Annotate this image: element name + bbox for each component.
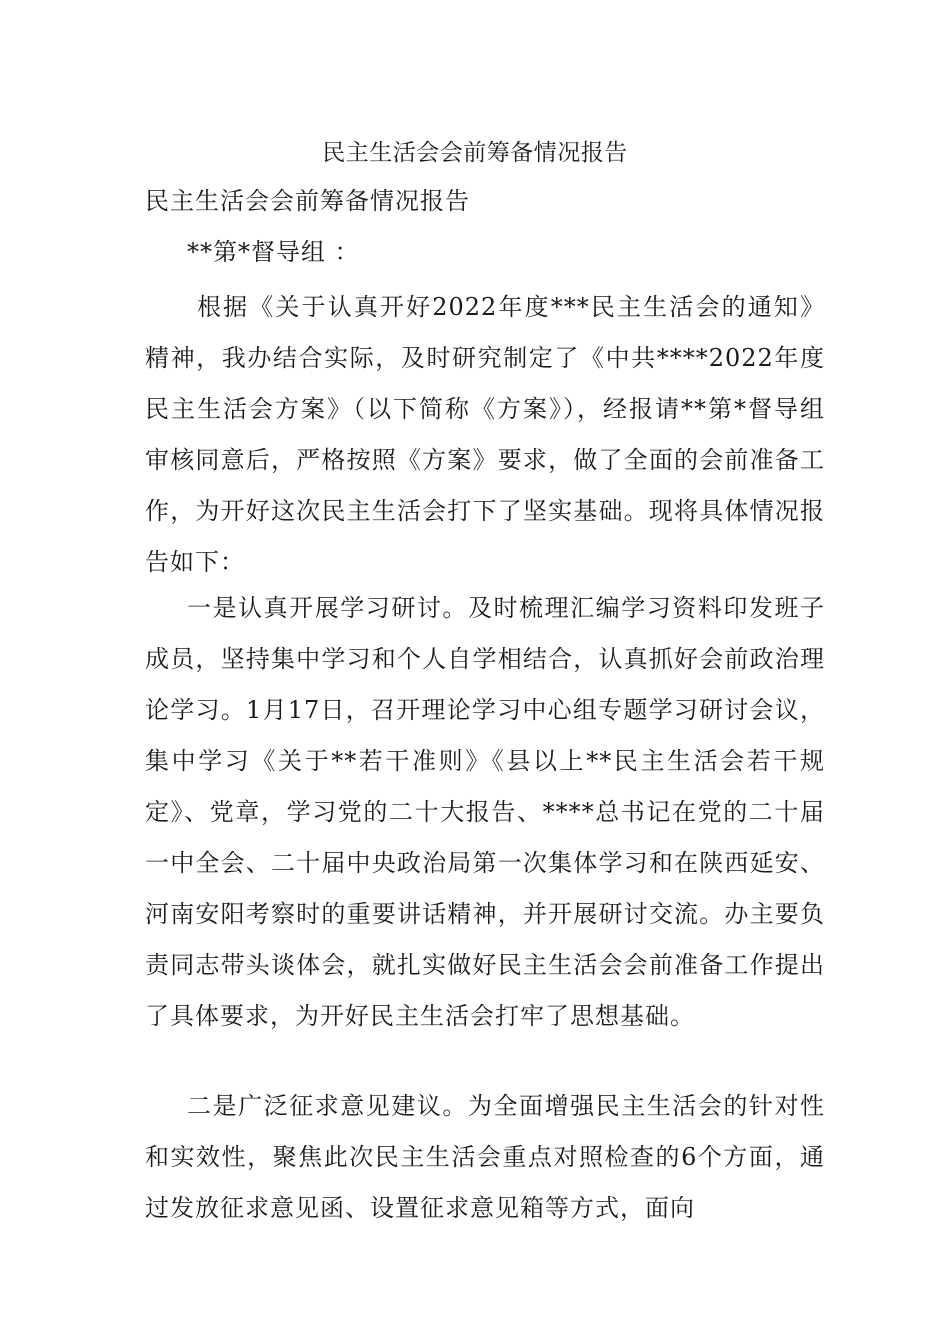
document-title: 民主生活会会前筹备情况报告 (322, 140, 628, 166)
salutation: **第*督导组 ： (187, 238, 360, 266)
document-subtitle: 民主生活会会前筹备情况报告 (145, 187, 470, 215)
paragraph-opinions: 二是广泛征求意见建议。为全面增强民主生活会的针对性和实效性，聚焦此次民主生活会重点对照检查的6个方面，通过发放征求意见函、设置征求意见箱等方式，面向 (145, 1092, 825, 1222)
paragraph-study: 一是认真开展学习研讨。及时梳理汇编学习资料印发班子成员，坚持集中学习和个人自学相结合，认真抓好会前政治理论学习。1月17日，召开理论学习中心组专题学习研讨会议，集中学习《关于**若干准则》《县以上**民主生活会若干规定》、党章，学习党的二十大报告、****总书记在党的二十届一中全会、二十届中央政治局第一次集体学习和在陕西延安、河南安阳考察时的重要讲话精神，并开展研讨交流。办主要负责同志带头谈体会，就扎实做好民主生活会会前准备工作提出了具体要求，为开好民主生活会打牢了思想基础。 (145, 594, 825, 1030)
paragraph-intro: 根据《关于认真开好2022年度***民主生活会的通知》精神，我办结合实际，及时研究制定了《中共****2022年度民主生活会方案》（以下简称《方案》），经报请**第*督导组 审核同意后，严格按照《方案》要求，做了全面的会前准备工作，为开好这次民主生活会打下了坚实基础。现将具体情况报告如下： (145, 293, 825, 576)
